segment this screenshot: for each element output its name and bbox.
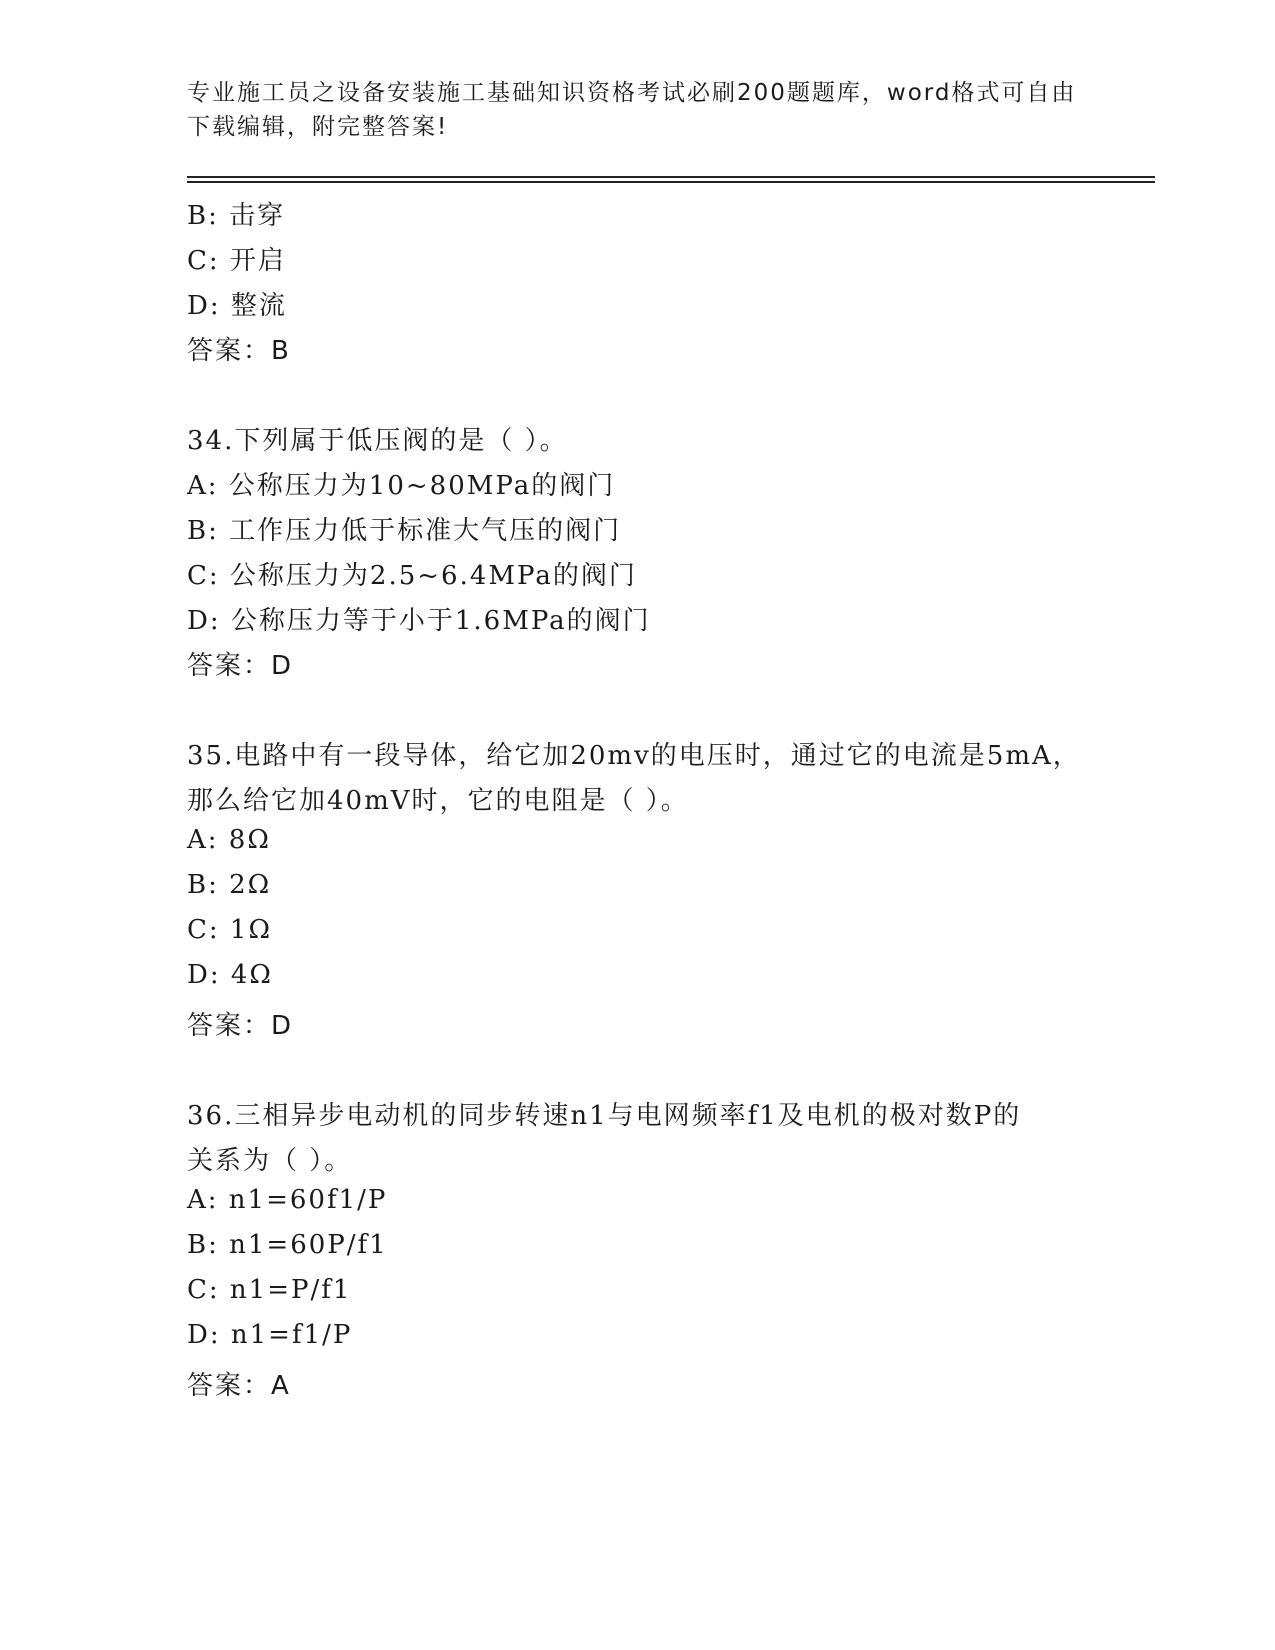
q36-stem-line-2: 关系为（ ）。 bbox=[187, 1146, 353, 1176]
q34-option-d: D: 公称压力等于小于1.6MPa的阀门 bbox=[187, 606, 651, 636]
q33-option-d: D: 整流 bbox=[187, 291, 287, 321]
q35-option-c: C: 1Ω bbox=[187, 915, 273, 945]
q36-option-a: A: n1=60f1/P bbox=[187, 1185, 388, 1215]
q33-answer: 答案：B bbox=[187, 336, 291, 366]
q34-answer: 答案：D bbox=[187, 651, 294, 681]
q34-stem: 34.下列属于低压阀的是（ ）。 bbox=[187, 426, 568, 456]
header-title-line-2: 下载编辑，附完整答案! bbox=[187, 114, 449, 140]
q35-option-b: B: 2Ω bbox=[187, 870, 272, 900]
q36-answer: 答案：A bbox=[187, 1371, 291, 1401]
q36-stem-line-1: 36.三相异步电动机的同步转速n1与电网频率f1及电机的极对数P的 bbox=[187, 1101, 1022, 1131]
q35-answer: 答案：D bbox=[187, 1011, 294, 1041]
q35-option-d: D: 4Ω bbox=[187, 960, 273, 990]
q36-option-b: B: n1=60P/f1 bbox=[187, 1230, 388, 1260]
header-divider-top bbox=[187, 176, 1155, 178]
q36-option-d: D: n1=f1/P bbox=[187, 1320, 353, 1350]
q36-option-c: C: n1=P/f1 bbox=[187, 1275, 352, 1305]
header-divider-bottom bbox=[187, 181, 1155, 183]
q35-stem-line-2: 那么给它加40mV时，它的电阻是（ ）。 bbox=[187, 786, 689, 816]
q34-option-a: A: 公称压力为10~80MPa的阀门 bbox=[187, 471, 616, 501]
q34-option-b: B: 工作压力低于标准大气压的阀门 bbox=[187, 516, 622, 546]
q35-option-a: A: 8Ω bbox=[187, 825, 271, 855]
q35-stem-line-1: 35.电路中有一段导体，给它加20mv的电压时，通过它的电流是5mA， bbox=[187, 741, 1081, 771]
q34-option-c: C: 公称压力为2.5~6.4MPa的阀门 bbox=[187, 561, 637, 591]
q33-option-b: B: 击穿 bbox=[187, 201, 286, 231]
header-title-line-1: 专业施工员之设备安装施工基础知识资格考试必刷200题题库，word格式可自由 bbox=[187, 80, 1077, 106]
q33-option-c: C: 开启 bbox=[187, 246, 286, 276]
